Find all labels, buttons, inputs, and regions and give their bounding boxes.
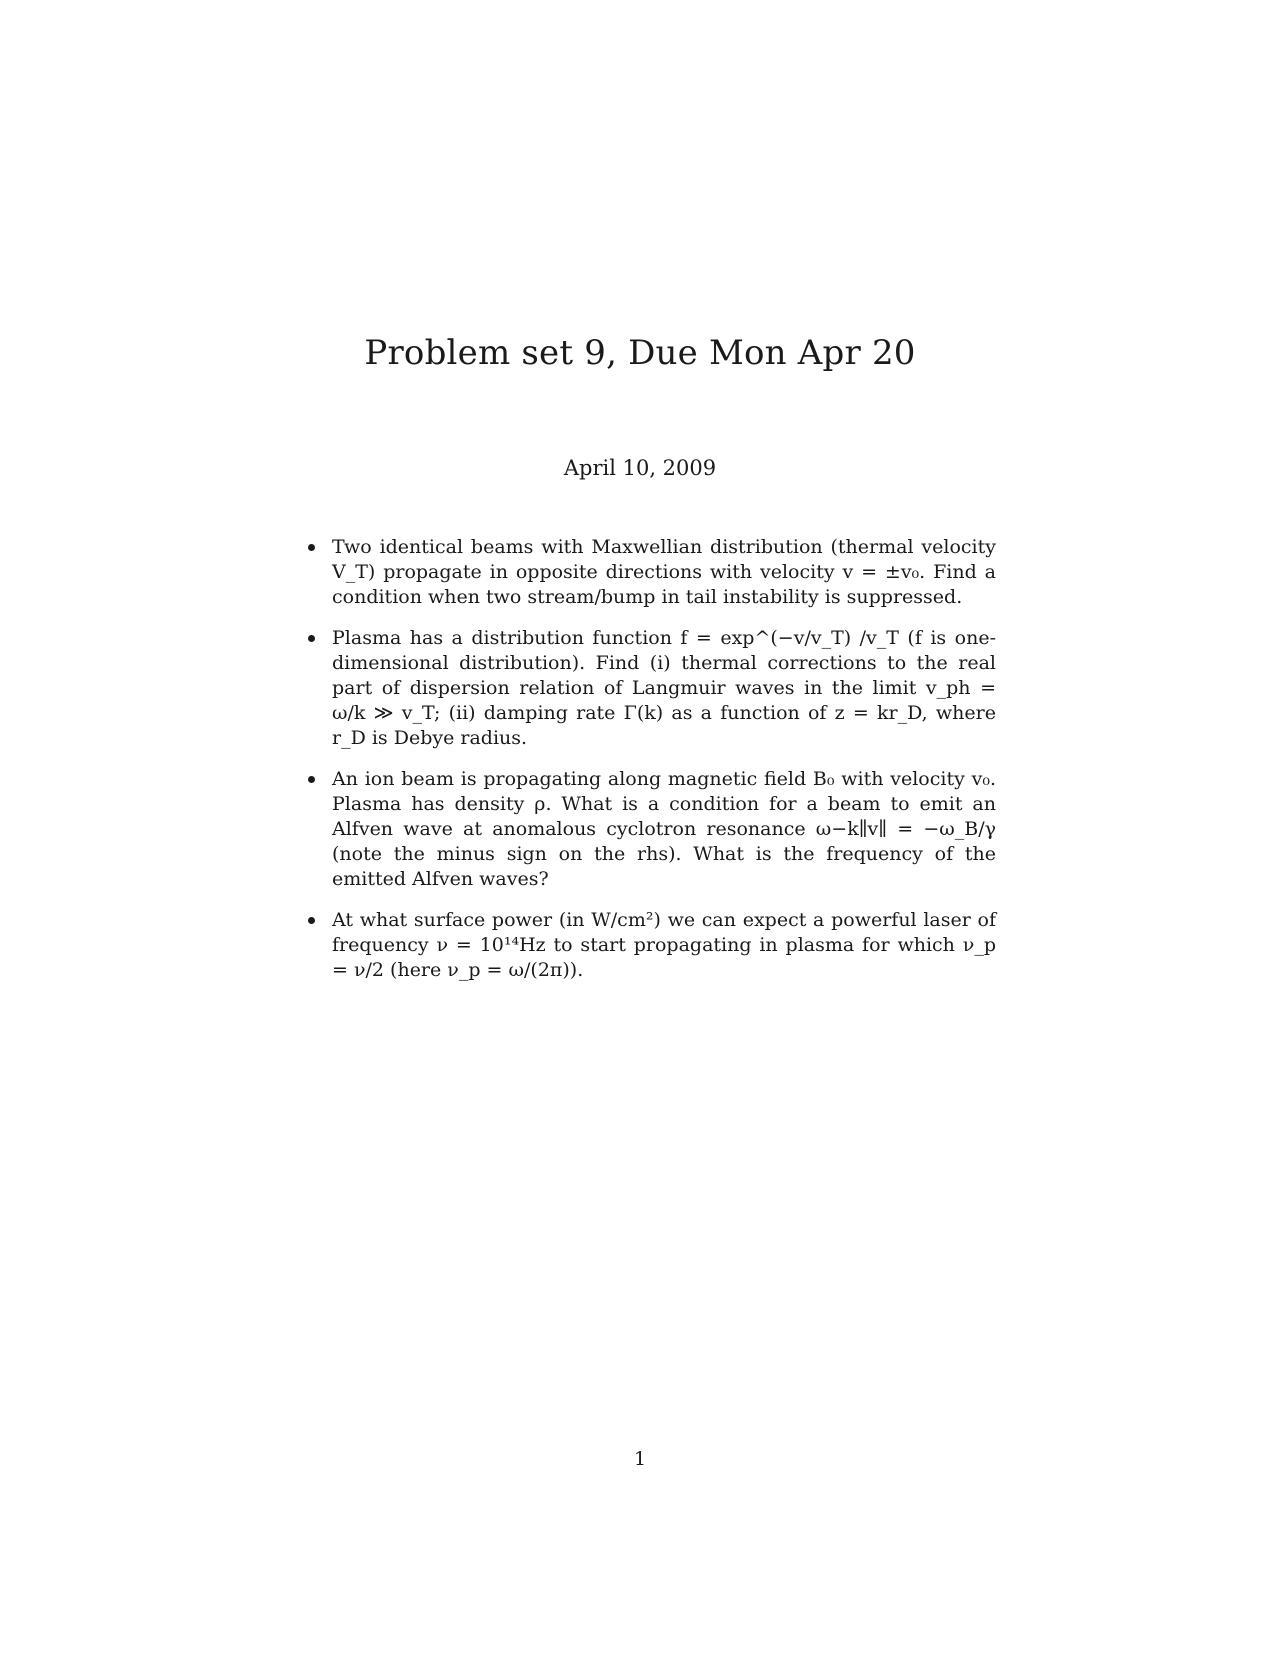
bullet-icon [308, 776, 315, 783]
problem-text: An ion beam is propagating along magnetic field B₀ with velocity v₀. Plasma has density ρ. What is a condition for a beam to emit an Alfven wave at anomalous cyclotron resonance ω−k∥v∥ = −ω_B/γ (note the minus sign on the rhs). What is the frequency of the emitted Alfven waves? [332, 768, 996, 890]
bullet-icon [308, 544, 315, 551]
problem-item-2 [300, 626, 996, 751]
problem-item-4 [300, 908, 996, 983]
page-title: Problem set 9, Due Mon Apr 20 [364, 333, 916, 373]
document-date: April 10, 2009 [563, 456, 717, 480]
problem-text: At what surface power (in W/cm²) we can expect a powerful laser of frequency ν = 10¹⁴Hz to start propagating in plasma for which ν_p = ν/2 (here ν_p = ω/(2π)). [332, 909, 996, 981]
page-number: 1 [633, 1448, 647, 1470]
problem-item-1 [300, 535, 996, 610]
problem-text: Two identical beams with Maxwellian distribution (thermal velocity V_T) propagate in opposite directions with velocity v = ±v₀. Find a condition when two stream/bump in tail instability is suppressed. [332, 536, 996, 608]
problem-list [300, 535, 996, 999]
problem-text: Plasma has a distribution function f = exp^(−v/v_T) /v_T (f is one-dimensional distribution). Find (i) thermal corrections to the real part of dispersion relation of Langmuir waves in the limit v_ph = ω/k ≫ v_T; (ii) damping rate Γ(k) as a function of z = kr_D, where r_D is Debye radius. [332, 627, 996, 749]
bullet-icon [308, 917, 315, 924]
bullet-icon [308, 635, 315, 642]
problem-item-3 [300, 767, 996, 892]
